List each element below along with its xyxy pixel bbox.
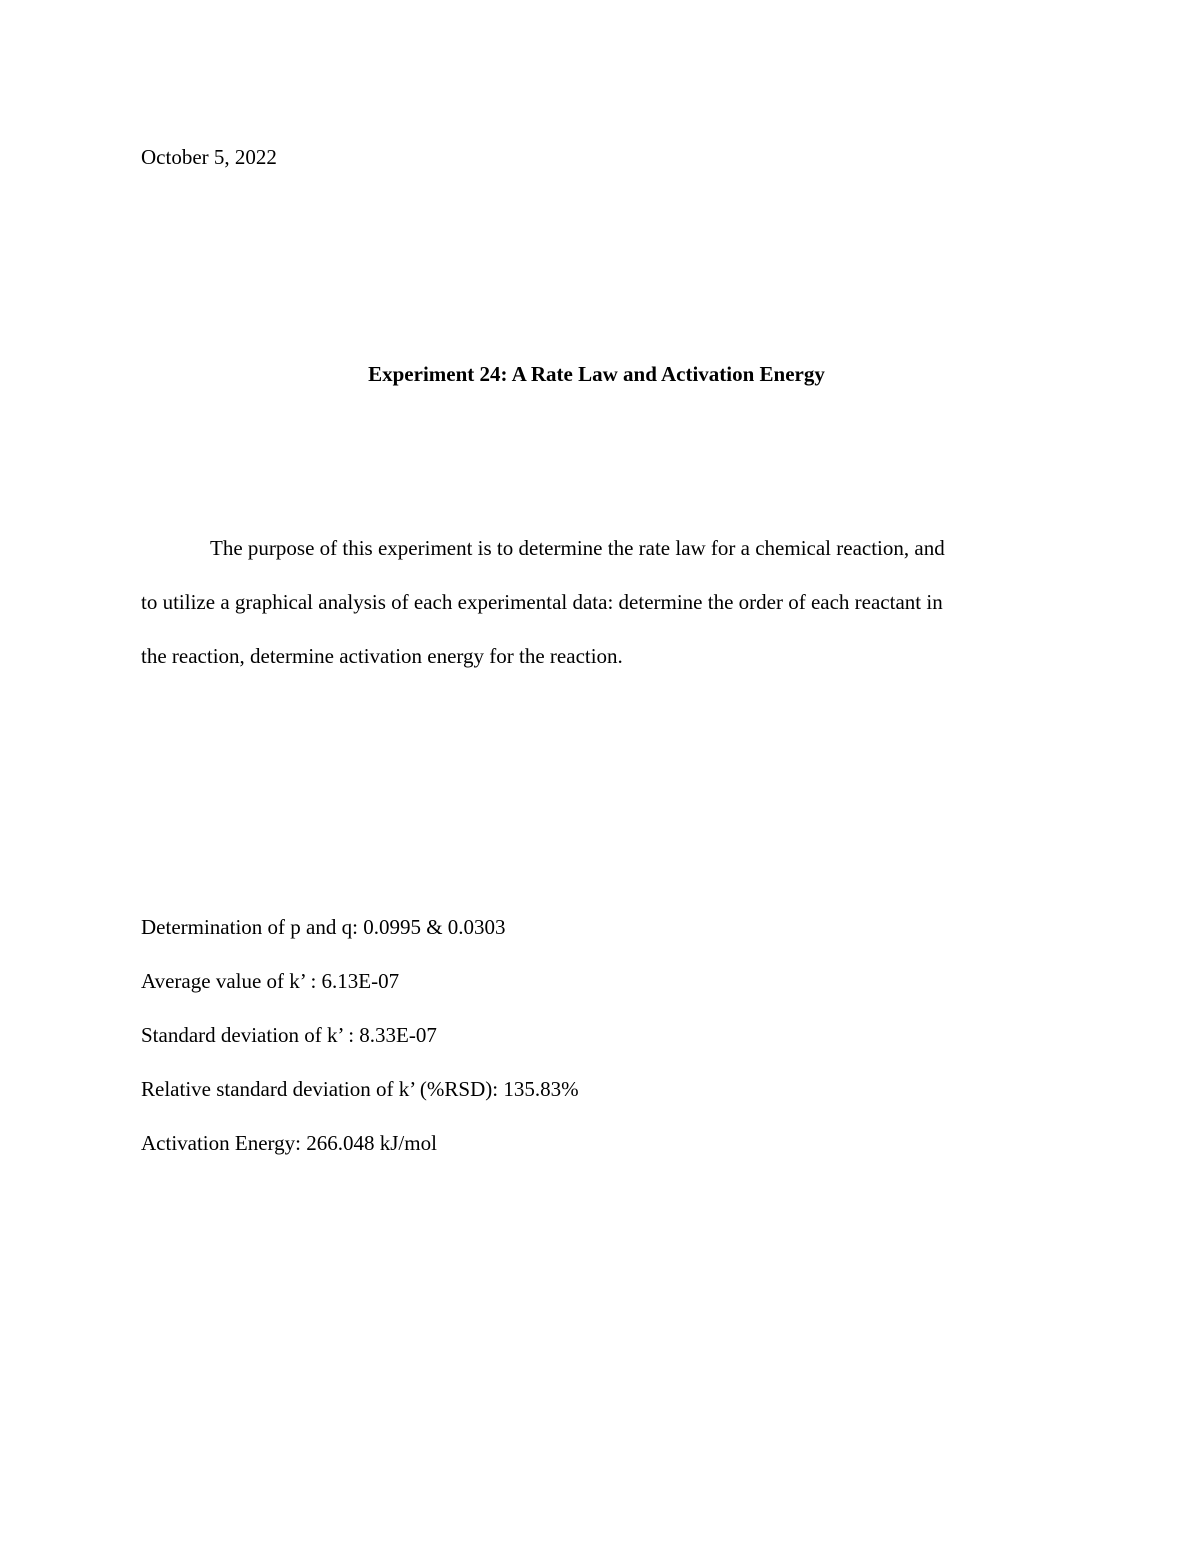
result-activation-energy: Activation Energy: 266.048 kJ/mol [141,1131,437,1155]
results-list [141,900,579,1170]
document-date: October 5, 2022 [141,145,277,169]
purpose-line: The purpose of this experiment is to determine the rate law for a chemical reaction, and [210,536,945,560]
purpose-line: the reaction, determine activation energy for the reaction. [141,644,623,668]
result-rsd-k: Relative standard deviation of k’ (%RSD): 135.83% [141,1077,579,1101]
result-p-and-q: Determination of p and q: 0.0995 & 0.0303 [141,915,506,939]
document-title: Experiment 24: A Rate Law and Activation Energy [368,362,825,386]
result-std-dev-k: Standard deviation of k’ : 8.33E-07 [141,1023,437,1047]
purpose-paragraph [141,521,1061,683]
purpose-line: to utilize a graphical analysis of each experimental data: determine the order of each reactant in [141,590,943,614]
result-average-k: Average value of k’ : 6.13E-07 [141,969,400,993]
